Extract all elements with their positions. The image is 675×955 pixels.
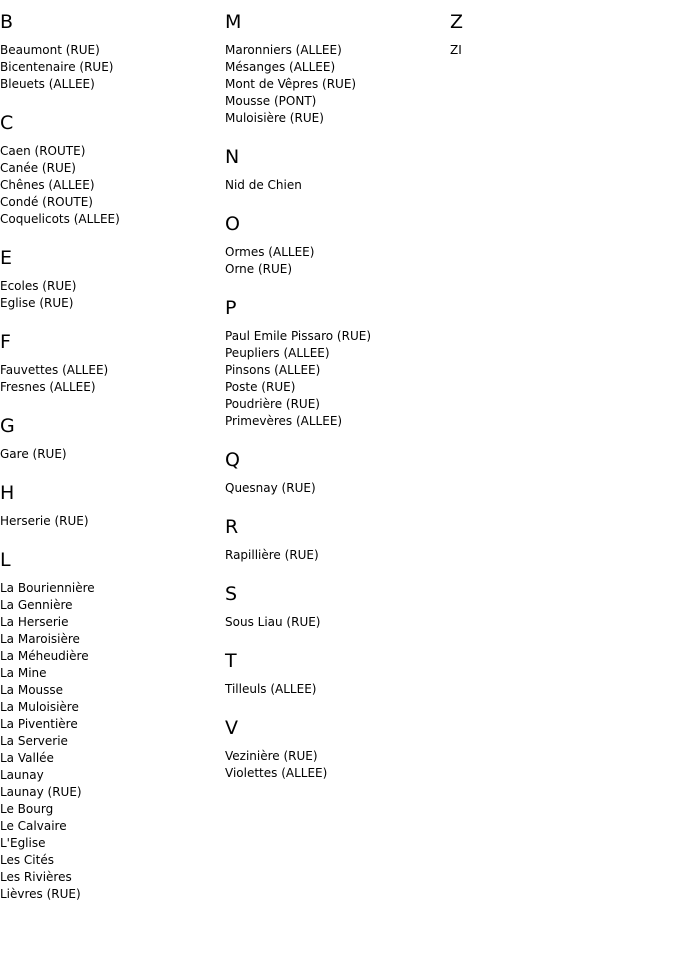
street-link[interactable]: Mésanges (ALLEE) [225, 60, 336, 74]
street-list [225, 328, 440, 430]
street-link[interactable]: La Muloisière [0, 700, 79, 714]
street-link[interactable]: Muloisière (RUE) [225, 111, 324, 125]
street-link[interactable]: Fresnes (ALLEE) [0, 380, 96, 394]
street-link[interactable]: Bleuets (ALLEE) [0, 77, 95, 91]
street-link[interactable]: Poudrière (RUE) [225, 397, 320, 411]
letter-group-p [225, 296, 440, 430]
street-list [0, 143, 215, 228]
street-link[interactable]: La Gennière [0, 598, 73, 612]
street-link[interactable]: Orne (RUE) [225, 262, 293, 276]
street-list [0, 278, 215, 312]
street-link[interactable]: La Serverie [0, 734, 68, 748]
street-link[interactable]: Eglise (RUE) [0, 296, 74, 310]
street-link[interactable]: Poste (RUE) [225, 380, 296, 394]
letter-heading: V [225, 717, 238, 739]
street-list [225, 480, 440, 497]
letter-group-f [0, 330, 215, 396]
street-link[interactable]: Tilleuls (ALLEE) [225, 682, 317, 696]
letter-group-s [225, 582, 440, 631]
letter-group-z [450, 10, 665, 59]
street-link[interactable]: La Herserie [0, 615, 69, 629]
letter-heading: L [0, 549, 11, 571]
letter-heading: H [0, 482, 15, 504]
street-list [225, 614, 440, 631]
street-list [0, 513, 215, 530]
street-list [0, 580, 215, 903]
letter-group-n [225, 145, 440, 194]
street-link[interactable]: Coquelicots (ALLEE) [0, 212, 120, 226]
street-link[interactable]: Violettes (ALLEE) [225, 766, 328, 780]
street-link[interactable]: La Piventière [0, 717, 78, 731]
street-link[interactable]: Maronniers (ALLEE) [225, 43, 342, 57]
letter-heading: B [0, 11, 14, 33]
street-link[interactable]: Ecoles (RUE) [0, 279, 77, 293]
street-link[interactable]: Mont de Vêpres (RUE) [225, 77, 357, 91]
letter-heading: S [225, 583, 238, 605]
street-link[interactable]: La Bouriennière [0, 581, 95, 595]
street-link[interactable]: Sous Liau (RUE) [225, 615, 321, 629]
street-list [225, 42, 440, 127]
letter-group-b [0, 10, 215, 93]
letter-heading: P [225, 297, 237, 319]
street-link[interactable]: Pinsons (ALLEE) [225, 363, 321, 377]
letter-group-r [225, 515, 440, 564]
street-link[interactable]: La Mousse [0, 683, 64, 697]
letter-group-m [225, 10, 440, 127]
street-list [225, 681, 440, 698]
letter-group-q [225, 448, 440, 497]
letter-heading: T [225, 650, 237, 672]
letter-group-o [225, 212, 440, 278]
letter-group-l [0, 548, 215, 903]
street-link[interactable]: Rapillière (RUE) [225, 548, 319, 562]
index-column-2 [225, 10, 440, 800]
letter-heading: M [225, 11, 242, 33]
letter-heading: G [0, 415, 15, 437]
street-link[interactable]: Paul Emile Pissaro (RUE) [225, 329, 371, 343]
letter-heading: R [225, 516, 239, 538]
street-link[interactable]: Primevères (ALLEE) [225, 414, 343, 428]
street-list [0, 42, 215, 93]
street-link[interactable]: Peupliers (ALLEE) [225, 346, 330, 360]
street-link[interactable]: Herserie (RUE) [0, 514, 89, 528]
street-link[interactable]: Le Bourg [0, 802, 54, 816]
street-list [0, 446, 215, 463]
street-link[interactable]: Mousse (PONT) [225, 94, 317, 108]
street-link[interactable]: Les Cités [0, 853, 54, 867]
street-link[interactable]: Les Rivières [0, 870, 72, 884]
street-link[interactable]: Caen (ROUTE) [0, 144, 86, 158]
street-link[interactable]: La Méheudière [0, 649, 89, 663]
street-link[interactable]: Canée (RUE) [0, 161, 76, 175]
street-link[interactable]: Lièvres (RUE) [0, 887, 81, 901]
street-link[interactable]: Nid de Chien [225, 178, 302, 192]
street-link[interactable]: Vezinière (RUE) [225, 749, 318, 763]
letter-heading: N [225, 146, 240, 168]
street-link[interactable]: Bicentenaire (RUE) [0, 60, 114, 74]
letter-group-t [225, 649, 440, 698]
street-link[interactable]: ZI [450, 43, 462, 57]
letter-group-g [0, 414, 215, 463]
letter-group-v [225, 716, 440, 782]
street-link[interactable]: Chênes (ALLEE) [0, 178, 95, 192]
letter-heading: Z [450, 11, 464, 33]
letter-heading: E [0, 247, 13, 269]
street-list [450, 42, 665, 59]
letter-heading: Q [225, 449, 240, 471]
street-link[interactable]: La Vallée [0, 751, 54, 765]
letter-group-e [0, 246, 215, 312]
street-list [225, 748, 440, 782]
street-link[interactable]: Ormes (ALLEE) [225, 245, 315, 259]
street-link[interactable]: Beaumont (RUE) [0, 43, 100, 57]
street-link[interactable]: Launay (RUE) [0, 785, 82, 799]
street-link[interactable]: Condé (ROUTE) [0, 195, 93, 209]
index-column-1 [0, 10, 215, 921]
street-list [0, 362, 215, 396]
street-link[interactable]: La Mine [0, 666, 47, 680]
street-list [225, 244, 440, 278]
street-link[interactable]: Quesnay (RUE) [225, 481, 316, 495]
street-link[interactable]: Le Calvaire [0, 819, 67, 833]
street-link[interactable]: Launay [0, 768, 44, 782]
letter-heading: C [0, 112, 14, 134]
letter-group-c [0, 111, 215, 228]
letter-group-h [0, 481, 215, 530]
street-list [225, 547, 440, 564]
index-column-3 [450, 10, 665, 77]
street-link[interactable]: Gare (RUE) [0, 447, 67, 461]
letter-heading: O [225, 213, 240, 235]
street-list [225, 177, 440, 194]
letter-heading: F [0, 331, 11, 353]
street-link[interactable]: L'Eglise [0, 836, 46, 850]
street-link[interactable]: La Maroisière [0, 632, 80, 646]
street-link[interactable]: Fauvettes (ALLEE) [0, 363, 109, 377]
